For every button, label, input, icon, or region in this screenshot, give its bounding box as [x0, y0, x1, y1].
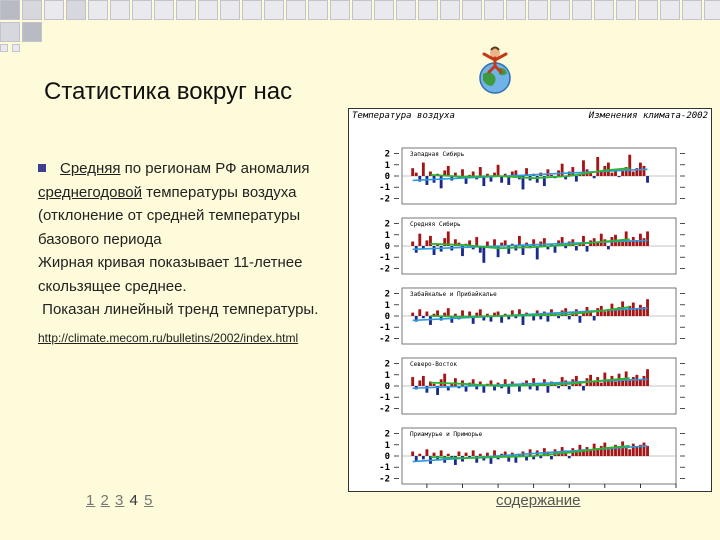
decor-square: [220, 0, 240, 20]
text-line-3: (отклонение от средней температуры: [38, 207, 301, 224]
bar: [568, 456, 571, 458]
bar: [600, 234, 603, 246]
x-tick-label: [415, 491, 439, 492]
bar: [646, 176, 649, 183]
bar: [550, 456, 553, 459]
bar: [472, 450, 475, 456]
decor-square: [110, 0, 130, 20]
page-link-5[interactable]: 5: [144, 492, 154, 509]
bar: [479, 309, 482, 316]
chart-svg: [348, 108, 712, 492]
bar: [614, 310, 617, 316]
decorative-squares: [0, 0, 720, 50]
text-line-6: скользящее среднее.: [38, 277, 187, 295]
bar: [415, 173, 418, 176]
bar: [461, 310, 464, 316]
bar: [422, 316, 425, 318]
decor-square: [682, 0, 702, 20]
bar: [589, 450, 592, 456]
decor-square: [308, 0, 328, 20]
decor-square: [594, 0, 614, 20]
bar: [589, 375, 592, 386]
bar: [557, 386, 560, 388]
panel-title: Северо-Восток: [410, 361, 457, 368]
bar: [500, 316, 503, 323]
decor-square: [440, 0, 460, 20]
text-line-7: Показан линейный тренд температуры.: [38, 301, 319, 318]
decor-square: [616, 0, 636, 20]
chart-background: [348, 108, 712, 492]
bar: [418, 454, 421, 456]
bar: [539, 456, 542, 458]
bar: [643, 443, 646, 456]
bar: [635, 242, 638, 246]
bar: [422, 376, 425, 386]
decor-square: [550, 0, 570, 20]
y-tick-label: 1: [384, 300, 390, 311]
y-tick-label: -2: [379, 334, 390, 345]
y-tick-label: -1: [379, 323, 390, 334]
text-line-1: [38, 157, 358, 181]
bar: [482, 386, 485, 393]
x-tick-label: [522, 491, 546, 492]
bar: [557, 316, 560, 318]
page-current-4: 4: [129, 492, 139, 509]
contents-link[interactable]: содержание: [496, 492, 581, 509]
bar: [632, 444, 635, 456]
bar: [643, 166, 646, 176]
x-tick-label: [450, 491, 474, 492]
bar: [433, 246, 436, 255]
bar: [536, 176, 539, 183]
y-tick-label: -2: [379, 404, 390, 415]
bar: [600, 446, 603, 456]
bar: [646, 369, 649, 386]
y-tick-label: 1: [384, 370, 390, 381]
bar: [461, 169, 464, 176]
globe-logo-icon: [470, 42, 520, 98]
bar: [618, 448, 621, 456]
bar: [586, 246, 589, 252]
bar: [646, 231, 649, 246]
bar: [532, 316, 535, 320]
decor-square: [264, 0, 284, 20]
bar: [611, 173, 614, 176]
bar: [575, 376, 578, 386]
bar: [546, 169, 549, 176]
y-tick-label: -2: [379, 474, 390, 485]
decor-square: [352, 0, 372, 20]
bar: [475, 237, 478, 246]
decor-square: [44, 0, 64, 20]
bar: [454, 378, 457, 386]
text-word-srednyaya: Средняя: [60, 160, 121, 177]
page-title: Статистика вокруг нас: [44, 78, 293, 105]
decor-square: [572, 0, 592, 20]
bar: [447, 166, 450, 176]
decor-square: [506, 0, 526, 20]
x-tick-label: [557, 491, 581, 492]
bar: [436, 310, 439, 316]
bar: [443, 374, 446, 386]
bar: [447, 454, 450, 456]
bar: [486, 242, 489, 246]
decor-square: [374, 0, 394, 20]
x-tick-label: [664, 491, 688, 492]
text-line-4: базового периода: [38, 230, 162, 248]
text-line-1-rest: по регионам РФ аномалия: [120, 160, 310, 177]
y-tick-label: 0: [384, 312, 390, 322]
decor-square: [12, 44, 20, 52]
y-tick-label: 0: [384, 452, 390, 462]
panel-title: Забайкалье и Прибайкалье: [410, 291, 497, 298]
bar: [493, 450, 496, 456]
page-link-2[interactable]: 2: [100, 492, 110, 509]
bar: [522, 316, 525, 325]
decor-square: [242, 0, 262, 20]
y-tick-label: 2: [384, 289, 390, 300]
bar: [632, 377, 635, 386]
decor-square: [198, 0, 218, 20]
bar: [418, 309, 421, 316]
y-tick-label: -2: [379, 264, 390, 275]
bar: [447, 308, 450, 316]
panel-title: Средняя Сибирь: [410, 221, 461, 228]
x-tick-label: [593, 491, 617, 492]
bar: [425, 240, 428, 246]
bar: [518, 386, 521, 392]
decor-square: [66, 0, 86, 20]
decor-square: [0, 22, 20, 42]
y-tick-label: 0: [384, 382, 390, 392]
bar: [465, 453, 468, 456]
bar: [536, 246, 539, 259]
decor-square: [0, 0, 20, 20]
bar: [422, 163, 425, 176]
panel-title: Приамурье и Приморье: [410, 431, 483, 438]
y-tick-label: 2: [384, 219, 390, 230]
bar: [546, 316, 549, 322]
text-line-5: Жирная кривая показывает 11-летнее: [38, 254, 303, 271]
description-text: [38, 157, 358, 322]
decor-square: [704, 0, 720, 20]
bar: [607, 246, 610, 249]
page-link-3[interactable]: 3: [115, 492, 125, 509]
bar: [593, 316, 596, 320]
bar: [468, 312, 471, 316]
decor-square: [528, 0, 548, 20]
bar: [564, 246, 567, 248]
decor-square: [660, 0, 680, 20]
x-tick-label: [628, 491, 652, 492]
bar: [529, 386, 532, 389]
x-tick-label: [486, 491, 510, 492]
y-tick-label: 2: [384, 149, 390, 160]
bar: [422, 456, 425, 459]
bar: [429, 316, 432, 325]
chart-header-left: Температура воздуха: [352, 111, 455, 121]
bar: [593, 176, 596, 178]
bar: [440, 450, 443, 456]
bar: [582, 386, 585, 390]
decor-square: [88, 0, 108, 20]
bar: [635, 447, 638, 456]
bar: [472, 172, 475, 176]
bar: [575, 176, 578, 182]
bar: [568, 386, 571, 389]
y-tick-label: 0: [384, 172, 390, 182]
bar: [529, 449, 532, 456]
temperature-anomaly-chart: [348, 108, 712, 492]
chart-header-right: Изменения климата-2002: [588, 111, 708, 121]
bar: [554, 246, 557, 253]
decor-square: [154, 0, 174, 20]
bar: [479, 167, 482, 176]
bar: [607, 449, 610, 456]
bar: [625, 309, 628, 316]
bar: [586, 447, 589, 456]
bar: [440, 176, 443, 188]
bar: [497, 165, 500, 176]
bar: [575, 246, 578, 250]
y-tick-label: 1: [384, 160, 390, 171]
decor-square: [176, 0, 196, 20]
text-word-srednegodovoy: среднегодовой: [38, 183, 143, 201]
page-navigation: [86, 492, 153, 509]
bar: [614, 382, 617, 386]
decor-square: [418, 0, 438, 20]
bar: [603, 312, 606, 316]
bar: [546, 386, 549, 393]
bar: [411, 377, 414, 386]
bar: [578, 316, 581, 323]
bar: [596, 157, 599, 176]
y-tick-label: 2: [384, 359, 390, 370]
bar: [411, 313, 414, 316]
decor-square: [484, 0, 504, 20]
bar: [632, 172, 635, 176]
bar: [486, 453, 489, 456]
bar: [411, 452, 414, 456]
bar: [618, 176, 621, 177]
bar: [425, 312, 428, 316]
decor-square: [132, 0, 152, 20]
bar: [425, 449, 428, 456]
bar: [418, 380, 421, 386]
decor-square: [330, 0, 350, 20]
decor-square: [22, 0, 42, 20]
bar: [639, 305, 642, 316]
bar: [411, 242, 414, 246]
y-tick-label: -1: [379, 393, 390, 404]
y-tick-label: 0: [384, 242, 390, 252]
y-tick-label: -2: [379, 194, 390, 205]
bar: [479, 454, 482, 456]
bar: [493, 239, 496, 246]
bar: [458, 452, 461, 456]
bar: [418, 234, 421, 246]
bar: [433, 453, 436, 456]
y-tick-label: -1: [379, 253, 390, 264]
decor-square: [22, 22, 42, 42]
bar: [482, 246, 485, 263]
bar: [536, 386, 539, 390]
bar: [600, 383, 603, 386]
decor-square: [286, 0, 306, 20]
bar: [628, 449, 631, 456]
bullet-icon: [38, 164, 46, 172]
decor-square: [0, 44, 8, 52]
y-tick-label: -1: [379, 183, 390, 194]
bar: [646, 446, 649, 456]
decor-square: [396, 0, 416, 20]
y-tick-label: -1: [379, 463, 390, 474]
bar: [628, 155, 631, 176]
y-tick-label: 2: [384, 429, 390, 440]
panel-title: Западная Сибирь: [410, 151, 465, 158]
bar: [621, 441, 624, 456]
bar: [643, 376, 646, 386]
page-link-1[interactable]: 1: [86, 492, 96, 509]
bar: [539, 316, 542, 319]
bar: [603, 373, 606, 386]
bar: [628, 380, 631, 386]
text-line-2-rest: температуры воздуха: [142, 183, 297, 201]
decor-square: [462, 0, 482, 20]
bar: [550, 175, 553, 176]
bar: [568, 316, 571, 319]
decor-square: [638, 0, 658, 20]
source-link[interactable]: http://climate.mecom.ru/bulletins/2002/index.html: [38, 331, 299, 345]
bar: [411, 168, 414, 176]
bar: [433, 384, 436, 386]
y-tick-label: 1: [384, 440, 390, 451]
bar: [507, 386, 510, 394]
text-line-2: [38, 181, 358, 205]
y-tick-label: 1: [384, 230, 390, 241]
bar: [643, 238, 646, 246]
